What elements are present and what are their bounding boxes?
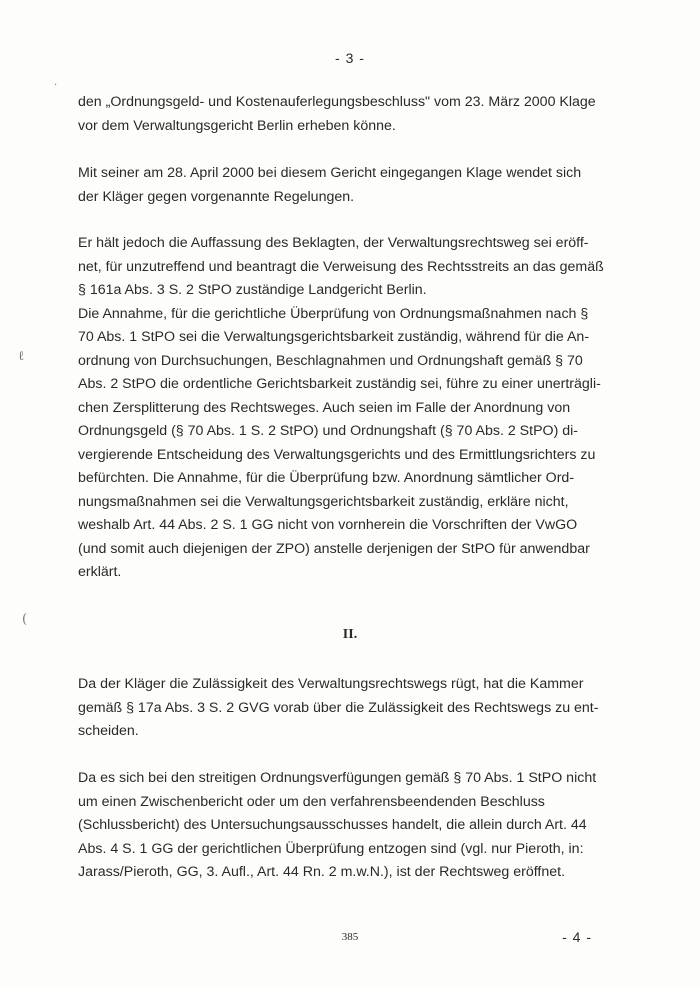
text-line: net, für unzutreffend und beantragt die Verweisung des Rechtsstreits an das gemäß (78, 259, 604, 275)
text-line: nungsmaßnahmen sei die Verwaltungsgerichtsbarkeit zuständig, erkläre nicht, (78, 494, 569, 510)
section-heading: II. (342, 627, 358, 642)
scan-speck: · (54, 80, 58, 91)
text-line: Abs. 2 StPO die ordentliche Gerichtsbarkeit zuständig sei, führe zu einer unerträgli- (78, 376, 601, 392)
text-line: Mit seiner am 28. April 2000 bei diesem Gericht eingegangen Klage wendet sich (78, 165, 582, 181)
text-line: (Schlussbericht) des Untersuchungsausschusses handelt, die allein durch Art. 44 (78, 817, 587, 833)
text-line: Abs. 4 S. 1 GG der gerichtlichen Überprüfung entzogen sind (vgl. nur Pieroth, in: (78, 841, 584, 857)
next-page-indicator: - 4 - (562, 929, 592, 945)
text-line: Ordnungsgeld (§ 70 Abs. 1 S. 2 StPO) und Ordnungshaft (§ 70 Abs. 2 StPO) di- (78, 423, 578, 439)
page-number: - 3 - (335, 50, 365, 66)
text-line: chen Zersplitterung des Rechtsweges. Auch seien im Falle der Anordnung von (78, 400, 571, 416)
text-line: befürchten. Die Annahme, für die Überprüfung bzw. Anordnung sämtlicher Ord- (78, 470, 575, 486)
text-line: Jarass/Pieroth, GG, 3. Aufl., Art. 44 Rn. 2 m.w.N.), ist der Rechtsweg eröffnet. (78, 864, 566, 880)
text-line: vor dem Verwaltungsgericht Berlin erheben könne. (78, 118, 396, 134)
text-line: Da der Kläger die Zulässigkeit des Verwaltungsrechtswegs rügt, hat die Kammer (78, 676, 584, 692)
margin-scribble: ℓ (18, 349, 25, 364)
text-line: scheiden. (78, 723, 139, 739)
text-line: Er hält jedoch die Auffassung des Beklagten, der Verwaltungsrechtsweg sei eröff- (78, 235, 589, 251)
text-line: vergierende Entscheidung des Verwaltungsgerichts und des Ermittlungsrichters zu (78, 447, 596, 463)
text-line: Da es sich bei den streitigen Ordnungsverfügungen gemäß § 70 Abs. 1 StPO nicht (78, 770, 597, 786)
text-line: um einen Zwischenbericht oder um den verfahrensbeendenden Beschluss (78, 794, 545, 810)
text-line: weshalb Art. 44 Abs. 2 S. 1 GG nicht von vornherein die Vorschriften der VwGO (78, 517, 578, 533)
text-line: ordnung von Durchsuchungen, Beschlagnahmen und Ordnungshaft gemäß § 70 (78, 353, 583, 369)
text-line: (und somit auch diejenigen der ZPO) anstelle derjenigen der StPO für anwendbar (78, 541, 590, 557)
text-line: Die Annahme, für die gerichtliche Überprüfung von Ordnungsmaßnahmen nach § (78, 306, 589, 322)
text-line: § 161a Abs. 3 S. 2 StPO zuständige Landgericht Berlin. (78, 282, 427, 298)
folio-number: 385 (341, 931, 359, 943)
text-line: den „Ordnungsgeld- und Kostenauferlegungsbeschluss" vom 23. März 2000 Klage (78, 94, 596, 110)
text-line: 70 Abs. 1 StPO sei die Verwaltungsgerichtsbarkeit zuständig, während für die An- (78, 329, 590, 345)
text-line: der Kläger gegen vorgenannte Regelungen. (78, 189, 355, 205)
text-line: gemäß § 17a Abs. 3 S. 2 GVG vorab über die Zulässigkeit des Rechtswegs zu ent- (78, 700, 599, 716)
margin-scribble: ( (22, 612, 28, 627)
text-line: erklärt. (78, 564, 122, 580)
